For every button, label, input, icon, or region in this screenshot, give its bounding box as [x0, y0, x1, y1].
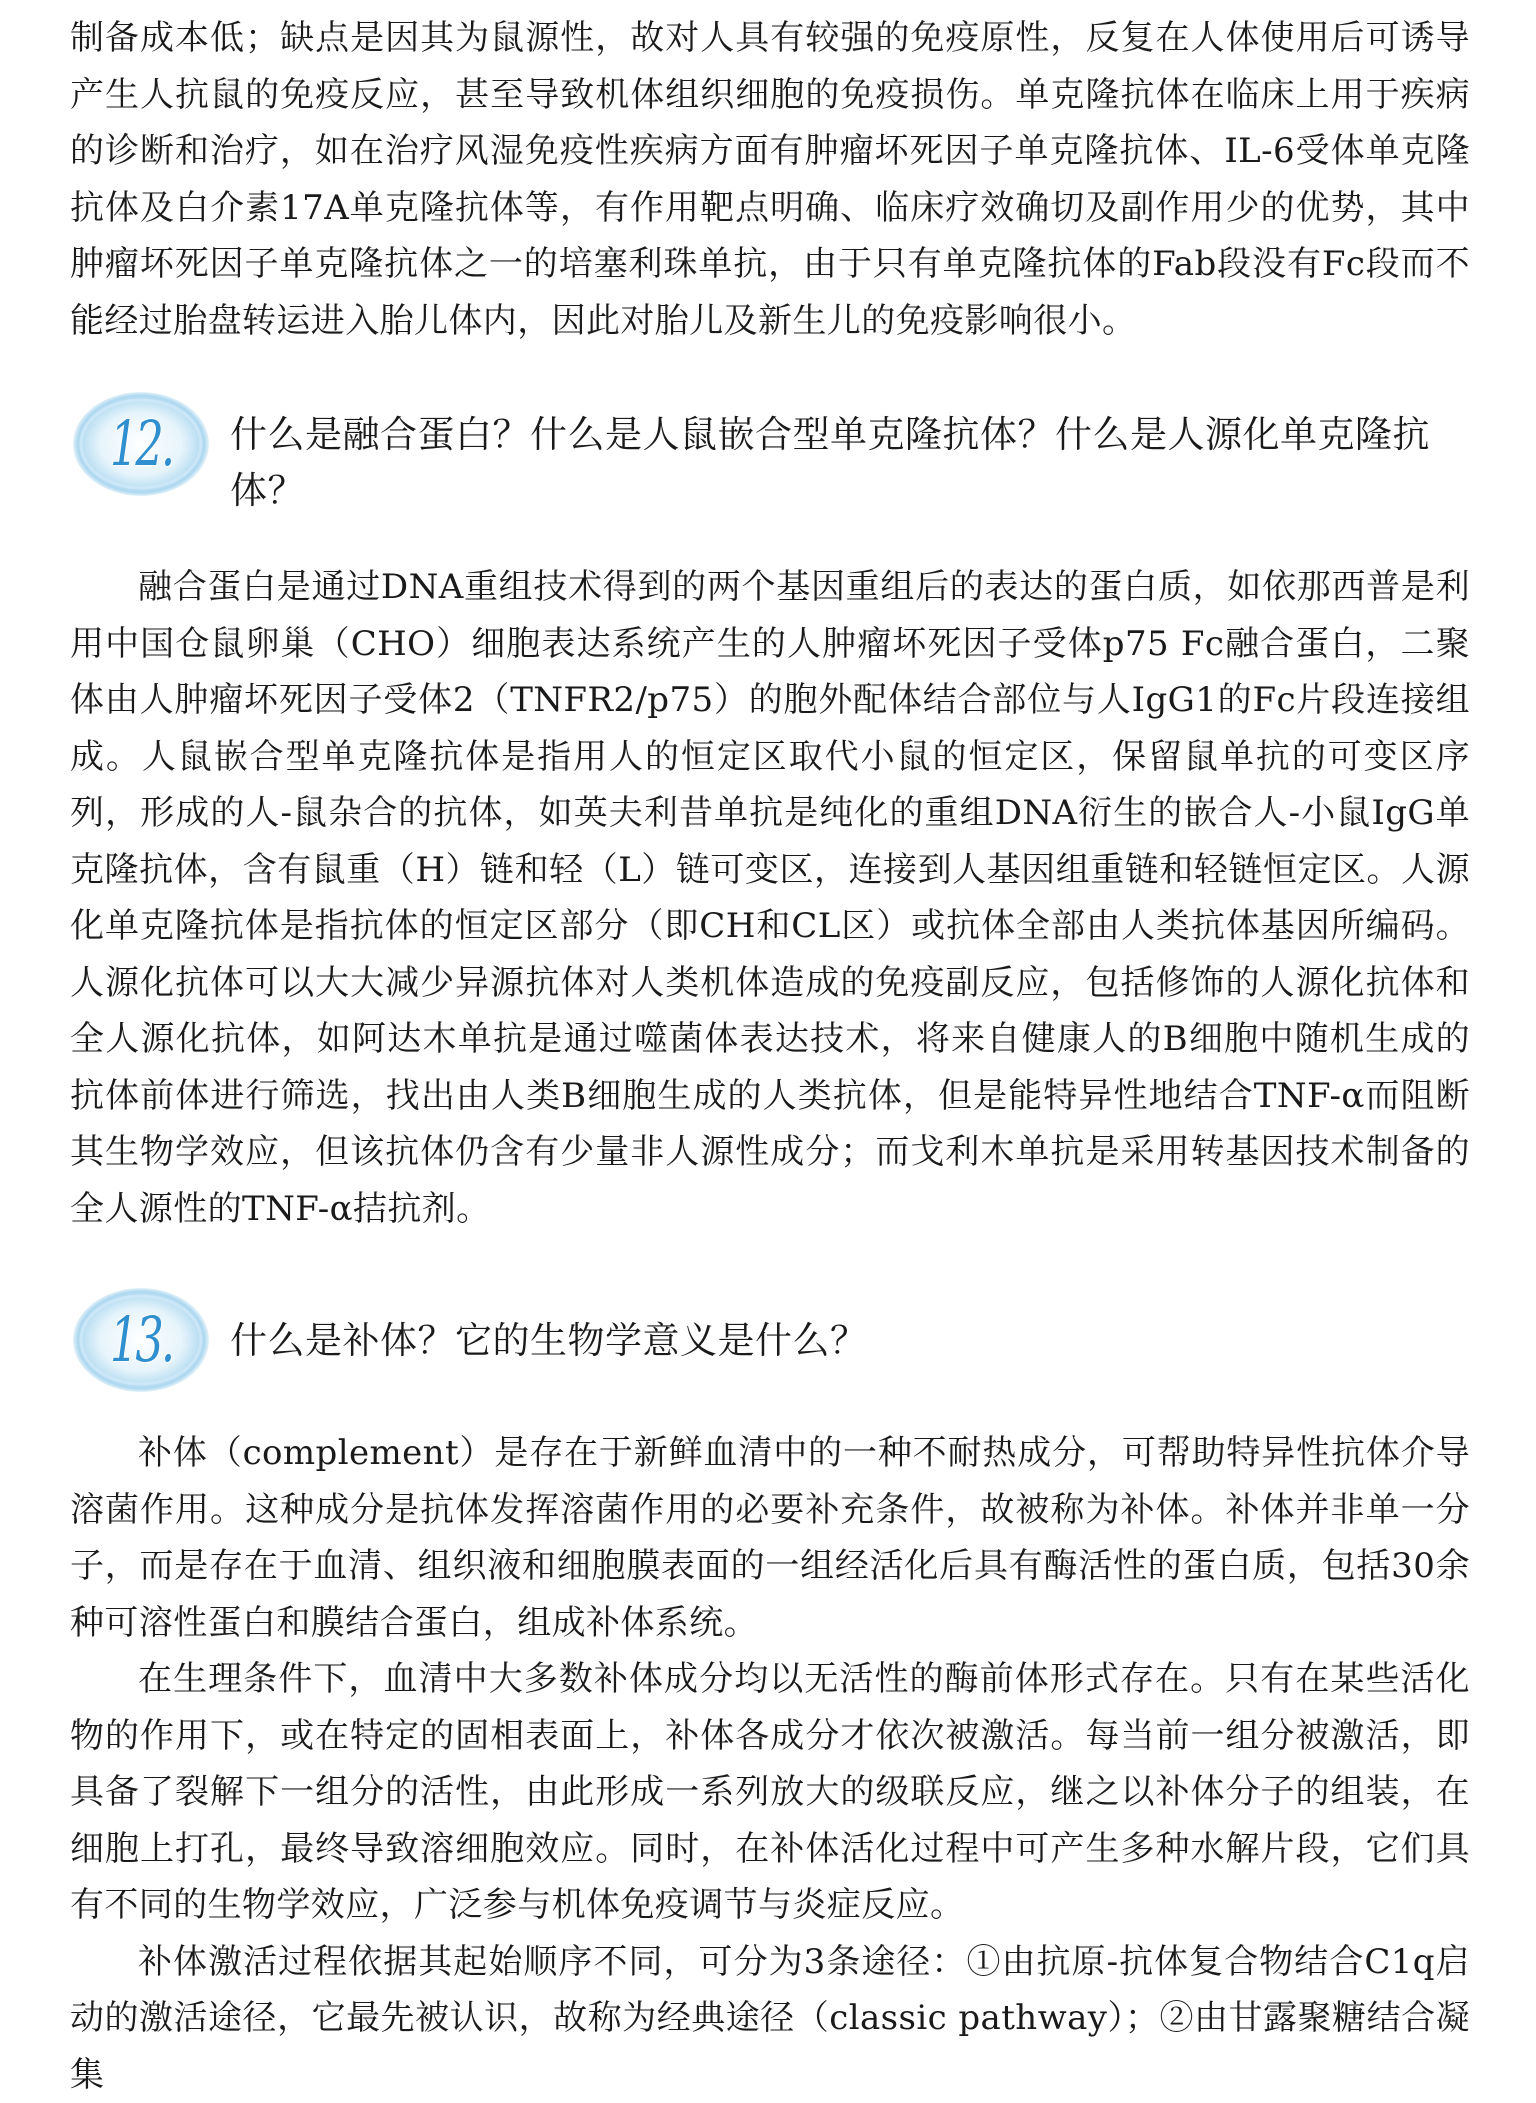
question-number: 13. [90, 1285, 192, 1395]
question-13-answer-paragraph-3: 补体激活过程依据其起始顺序不同，可分为3条途径：①由抗原-抗体复合物结合C1q启动的激活途径，它最先被认识，故称为经典途径（classic pathway）；②由甘露聚糖结合凝集 [70, 1934, 1470, 2103]
question-12-header [70, 389, 1470, 559]
question-number-badge [70, 389, 212, 499]
question-12-answer: 融合蛋白是通过DNA重组技术得到的两个基因重组后的表达的蛋白质，如依那西普是利用中国仓鼠卵巢（CHO）细胞表达系统产生的人肿瘤坏死因子受体p75 Fc融合蛋白，二聚体由人肿瘤坏死因子受体2（TNFR2/p75）的胞外配体结合部位与人IgG1的Fc片段连接组成。人鼠嵌合型单克隆抗体是指用人的恒定区取代小鼠的恒定区，保留鼠单抗的可变区序列，形成的人-鼠杂合的抗体，如英夫利昔单抗是纯化的重组DNA衍生的嵌合人-小鼠IgG单克隆抗体，含有鼠重（H）链和轻（L）链可变区，连接到人基因组重链和轻链恒定区。人源化单克隆抗体是指抗体的恒定区部分（即CH和CL区）或抗体全部由人类抗体基因所编码。人源化抗体可以大大减少异源抗体对人类机体造成的免疫副反应，包括修饰的人源化抗体和全人源化抗体，如阿达木单抗是通过噬菌体表达技术，将来自健康人的B细胞中随机生成的抗体前体进行筛选，找出由人类B细胞生成的人类抗体，但是能特异性地结合TNF-α而阻断其生物学效应，但该抗体仍含有少量非人源性成分；而戈利木单抗是采用转基因技术制备的全人源性的TNF-α拮抗剂。 [70, 559, 1470, 1237]
question-13-header [70, 1285, 1470, 1425]
question-13-title: 什么是补体？它的生物学意义是什么？ [230, 1313, 1470, 1369]
question-13-answer-paragraph-2: 在生理条件下，血清中大多数补体成分均以无活性的酶前体形式存在。只有在某些活化物的作用下，或在特定的固相表面上，补体各成分才依次被激活。每当前一组分被激活，即具备了裂解下一组分的活性，由此形成一系列放大的级联反应，继之以补体分子的组装，在细胞上打孔，最终导致溶细胞效应。同时，在补体活化过程中可产生多种水解片段，它们具有不同的生物学效应，广泛参与机体免疫调节与炎症反应。 [70, 1651, 1470, 1934]
section11-paragraph: 制备成本低；缺点是因其为鼠源性，故对人具有较强的免疫原性，反复在人体使用后可诱导产生人抗鼠的免疫反应，甚至导致机体组织细胞的免疫损伤。单克隆抗体在临床上用于疾病的诊断和治疗，如在治疗风湿免疫性疾病方面有肿瘤坏死因子单克隆抗体、IL-6受体单克隆抗体及白介素17A单克隆抗体等，有作用靶点明确、临床疗效确切及副作用少的优势，其中肿瘤坏死因子单克隆抗体之一的培塞利珠单抗，由于只有单克隆抗体的Fab段没有Fc段而不能经过胎盘转运进入胎儿体内，因此对胎儿及新生儿的免疫影响很小。 [70, 10, 1470, 349]
question-number-badge [70, 1285, 212, 1395]
question-13-answer-paragraph-1: 补体（complement）是存在于新鲜血清中的一种不耐热成分，可帮助特异性抗体介导溶菌作用。这种成分是抗体发挥溶菌作用的必要补充条件，故被称为补体。补体并非单一分子，而是存在于血清、组织液和细胞膜表面的一组经活化后具有酶活性的蛋白质，包括30余种可溶性蛋白和膜结合蛋白，组成补体系统。 [70, 1425, 1470, 1651]
question-number: 12. [90, 389, 192, 499]
document-page [70, 10, 1470, 2103]
question-12-title: 什么是融合蛋白？什么是人鼠嵌合型单克隆抗体？什么是人源化单克隆抗体？ [230, 407, 1470, 519]
